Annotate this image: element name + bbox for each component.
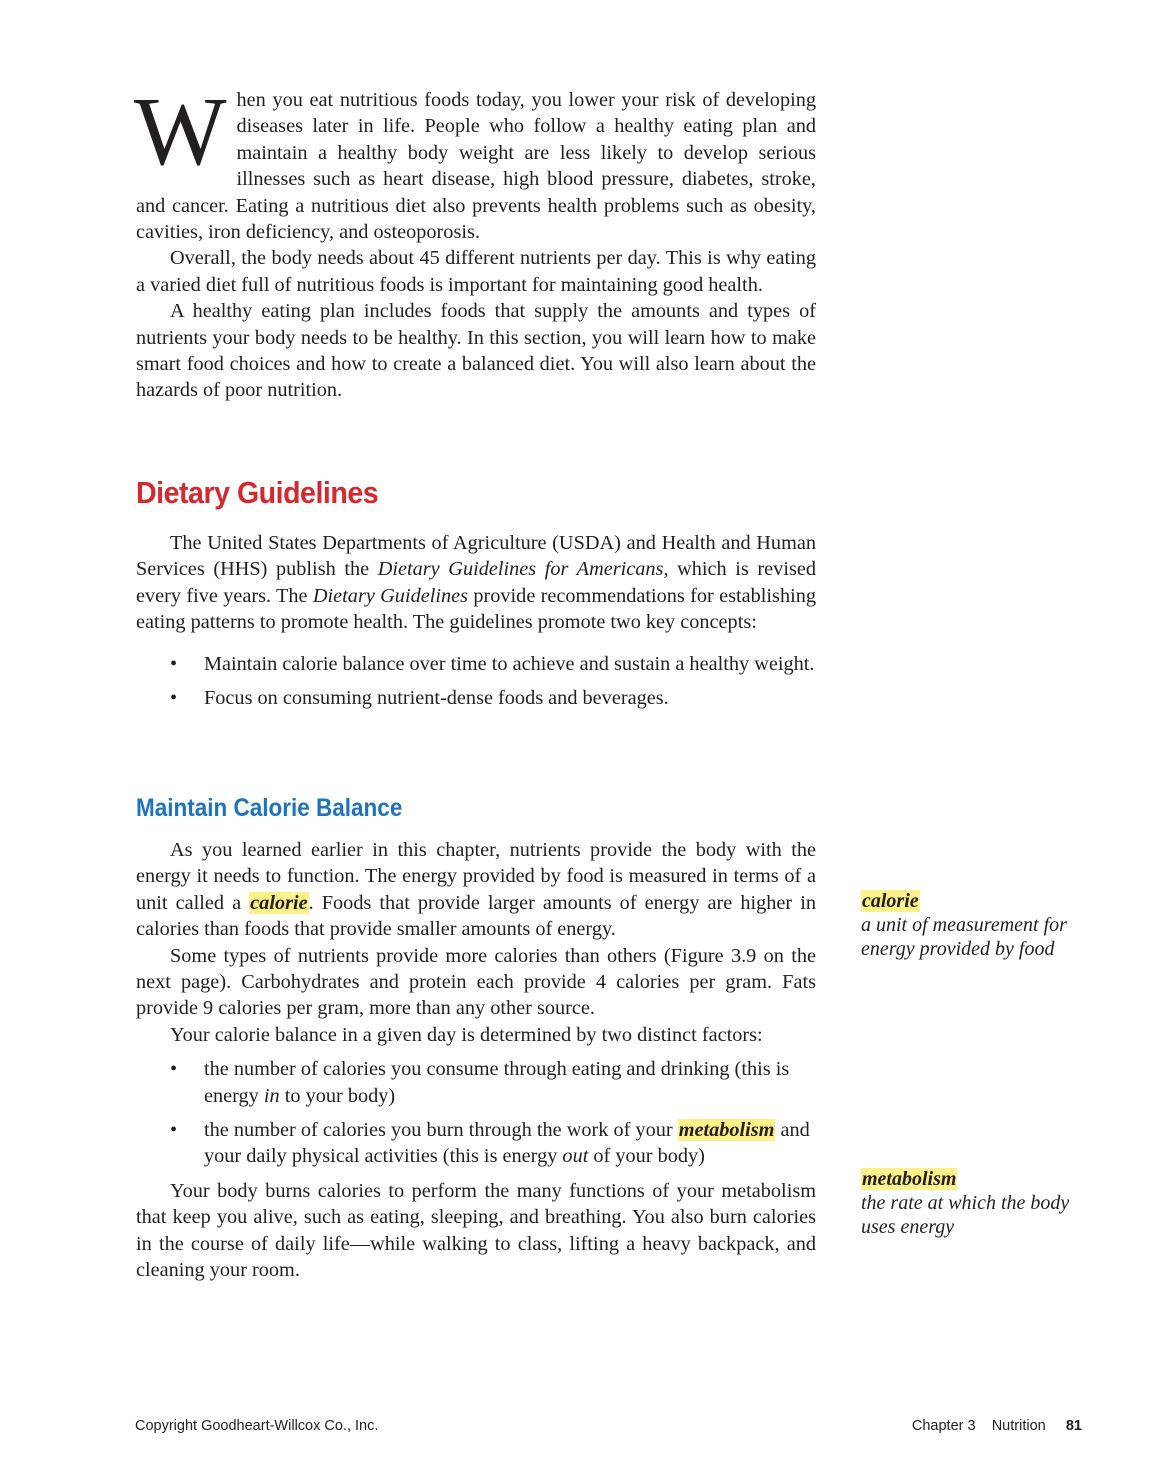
- footer-chapter-title: Nutrition: [991, 1418, 1046, 1434]
- subsection-paragraph-2: Some types of nutrients provide more calories than others (Figure 3.9 on the next page). Carbohydrates and protein each provide 4 calories per gram. Fats provide 9 calories per gram, more than any other source.: [136, 944, 816, 1020]
- footer-page-info: [912, 1418, 1082, 1434]
- subsection-paragraph-1: As you learned earlier in this chapter, nutrients provide the body with the energy it needs to function. The energy provided by food is measured in terms of a unit called a calorie. Foods that provide larger amounts of energy are higher in calories than foods that provide smaller amounts of energy.: [136, 839, 816, 941]
- footer-copyright: Copyright Goodheart-Willcox Co., Inc.: [135, 1418, 379, 1434]
- list-item: • the number of calories you consume through eating and drinking (this is energy in to your body): [170, 1058, 790, 1107]
- intro-paragraph-2: Overall, the body needs about 45 different nutrients per day. This is why eating a varied diet full of nutritious foods is important for maintaining good health.: [136, 247, 816, 296]
- calorie-balance-section: [136, 837, 816, 1284]
- intro-paragraph-1: [134, 78, 816, 245]
- list-item: • Maintain calorie balance over time to achieve and sustain a healthy weight.: [170, 652, 815, 675]
- dietary-guidelines-section: [136, 530, 816, 719]
- intro-text-1: hen you eat nutritious foods today, you lower your risk of developing diseases later in life. People who follow a healthy eating plan and maintain a healthy body weight are less likely to develop serious illnesses such as heart disease, high blood pressure, diabetes, stroke, and cancer. Eating a nutritious diet also prevents health problems such as obesity, cavities, iron deficiency, and osteoporosis.: [136, 89, 816, 244]
- footer-chapter: Chapter 3: [911, 1418, 976, 1434]
- intro-section: [134, 78, 816, 404]
- drop-cap: W: [134, 78, 227, 186]
- margin-glossary-calorie: [861, 889, 1101, 961]
- page-number: 81: [1065, 1418, 1082, 1434]
- glossary-term: metabolism: [862, 1168, 957, 1190]
- section-paragraph: The United States Departments of Agriculture (USDA) and Health and Human Services (HHS) publish the Dietary Guidelines for Americans, which is revised every five years. The Dietary Guidelines provide recommendations for establishing eating patterns to promote health. The guidelines promote two key concepts:: [136, 532, 816, 634]
- list-item: • the number of calories you burn through the work of your metabolism and your daily physical activities (this is energy out of your body): [170, 1119, 810, 1168]
- list-item: • Focus on consuming nutrient-dense foods and beverages.: [170, 687, 669, 710]
- subsection-paragraph-3: Your calorie balance in a given day is determined by two distinct factors:: [170, 1023, 763, 1046]
- subsection-paragraph-4: Your body burns calories to perform the many functions of your metabolism that keep you alive, such as eating, sleeping, and breathing. You also burn calories in the course of daily life—while walking to class, lifting a heavy backpack, and cleaning your room.: [136, 1179, 816, 1282]
- glossary-term: calorie: [862, 890, 919, 912]
- key-concepts-list: [136, 651, 816, 712]
- margin-glossary-metabolism: [861, 1167, 1101, 1239]
- glossary-definition: a unit of measurement for energy provided by food: [861, 914, 1067, 960]
- section-heading: Dietary Guidelines: [136, 475, 379, 510]
- glossary-term-metabolism[interactable]: metabolism: [678, 1119, 775, 1142]
- glossary-definition: the rate at which the body uses energy: [861, 1192, 1070, 1238]
- calorie-factors-list: [136, 1056, 816, 1170]
- subsection-heading: Maintain Calorie Balance: [136, 794, 403, 822]
- glossary-term-calorie[interactable]: calorie: [250, 891, 308, 914]
- intro-paragraph-3: A healthy eating plan includes foods that supply the amounts and types of nutrients your body needs to be healthy. In this section, you will learn how to make smart food choices and how to create a balanced diet. You will also learn about the hazards of poor nutrition.: [136, 300, 816, 402]
